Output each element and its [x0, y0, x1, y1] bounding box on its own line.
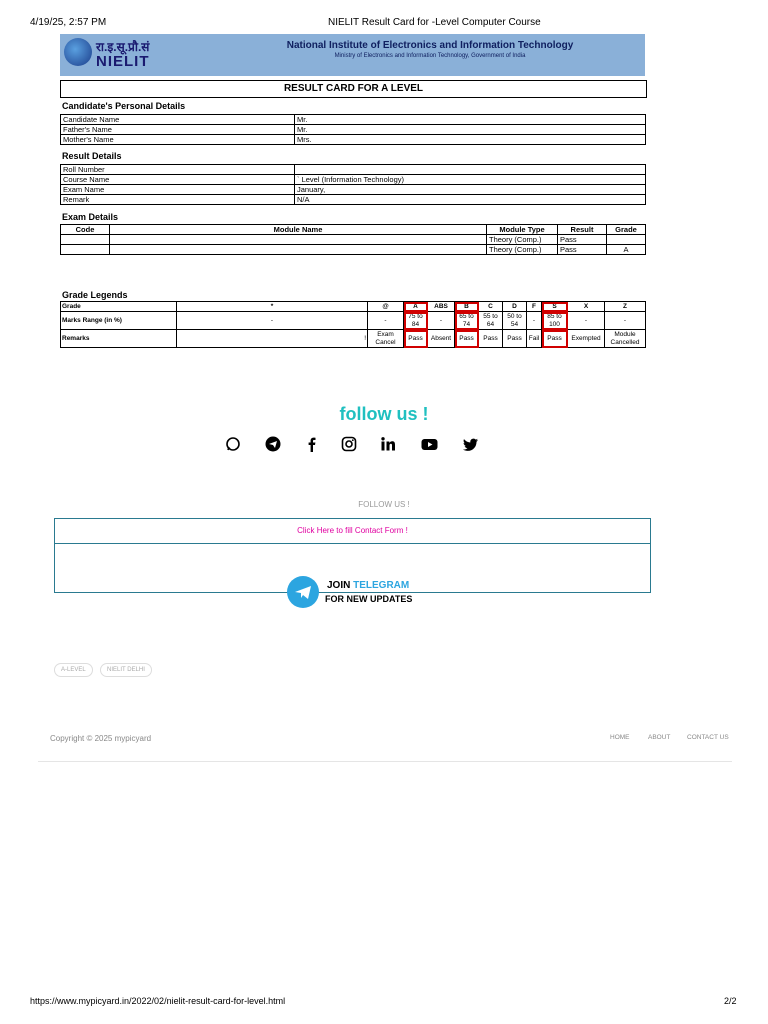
telegram-icon[interactable]: [265, 436, 281, 452]
remarks-row: [61, 330, 646, 348]
follow-us-small-heading: FOLLOW US !: [358, 500, 410, 509]
label-cell: Course Name: [61, 175, 295, 185]
table-row: [61, 165, 646, 175]
exam-details-heading: Exam Details: [62, 212, 119, 222]
print-title: NIELIT Result Card for -Level Computer Course: [328, 17, 541, 28]
telegram-icon: [287, 576, 319, 608]
nielit-logo-icon: [64, 38, 92, 66]
range-cell: -: [368, 312, 404, 330]
col-header-code: Code: [61, 225, 110, 235]
result-card-title: RESULT CARD FOR A LEVEL: [60, 80, 647, 98]
remark-cell: Exempted: [568, 330, 605, 348]
table-row: [61, 235, 646, 245]
col-header-module-name: Module Name: [110, 225, 487, 235]
tag-nielit-delhi[interactable]: NIELIT DELHI: [100, 663, 152, 677]
grade-cell: A: [607, 245, 646, 255]
grade-cell: B: [455, 302, 479, 312]
grade-cell: S: [542, 302, 568, 312]
telegram-join-banner[interactable]: [55, 544, 650, 604]
code-cell: [61, 245, 110, 255]
grade-cell: [607, 235, 646, 245]
row-label-marks: Marks Range (in %): [61, 312, 177, 330]
result-cell: Pass: [558, 245, 607, 255]
youtube-icon[interactable]: [421, 436, 437, 452]
range-cell: 50 to 54: [503, 312, 527, 330]
remark-cell: Pass: [542, 330, 568, 348]
range-cell: -: [568, 312, 605, 330]
result-details-heading: Result Details: [62, 151, 122, 161]
table-header-row: [61, 225, 646, 235]
grade-cell: ABS: [428, 302, 455, 312]
col-header-result: Result: [558, 225, 607, 235]
logo-hindi-text: रा.इ.सू.प्रौ.सं: [96, 40, 150, 54]
contact-form-link[interactable]: Click Here to fill Contact Form !: [55, 519, 650, 544]
value-cell: [295, 165, 646, 175]
grade-cell: @: [368, 302, 404, 312]
table-row: [61, 185, 646, 195]
remark-cell: Exam Cancel: [368, 330, 404, 348]
code-cell: [61, 235, 110, 245]
remark-cell: Pass: [404, 330, 428, 348]
new-updates-label: FOR NEW UPDATES: [325, 594, 413, 604]
table-row: [61, 245, 646, 255]
instagram-icon[interactable]: [341, 436, 357, 452]
range-cell: -: [527, 312, 542, 330]
grade-row: [61, 302, 646, 312]
grade-cell: F: [527, 302, 542, 312]
grade-cell: *: [177, 302, 368, 312]
institute-name: National Institute of Electronics and Information Technology: [286, 40, 574, 51]
value-cell: January,: [295, 185, 646, 195]
value-cell: Mr.: [295, 125, 646, 135]
nielit-banner: [60, 34, 645, 76]
follow-us-title: follow us !: [339, 404, 429, 424]
whatsapp-icon[interactable]: [225, 436, 241, 452]
module-cell: [110, 245, 487, 255]
remark-cell: Pass: [503, 330, 527, 348]
result-cell: Pass: [558, 235, 607, 245]
personal-details-table: [60, 114, 646, 145]
print-footer-page: 2/2: [724, 996, 737, 1006]
linkedin-icon[interactable]: [380, 436, 396, 452]
table-row: [61, 195, 646, 205]
range-cell: 75 to 84: [404, 312, 428, 330]
remark-cell: Module Cancelled: [605, 330, 646, 348]
footer-link-about[interactable]: ABOUT: [648, 734, 671, 741]
print-footer-url: https://www.mypicyard.in/2022/02/nielit-result-card-for-level.html: [30, 996, 286, 1006]
value-cell: Mrs.: [295, 135, 646, 145]
personal-details-heading: Candidate's Personal Details: [62, 101, 186, 111]
grade-cell: Z: [605, 302, 646, 312]
copyright-text: Copyright © 2025 mypicyard: [50, 734, 152, 743]
grade-cell: X: [568, 302, 605, 312]
grade-legends-heading: Grade Legends: [62, 290, 128, 300]
table-row: [61, 135, 646, 145]
join-telegram-label: [327, 580, 409, 591]
range-cell: 55 to 64: [479, 312, 503, 330]
remark-cell: Pass: [479, 330, 503, 348]
marks-range-row: [61, 312, 646, 330]
logo-text: NIELIT: [96, 53, 150, 70]
range-cell: 85 to 100: [542, 312, 568, 330]
label-cell: Mother's Name: [61, 135, 295, 145]
exam-details-table: [60, 224, 646, 255]
label-cell: Roll Number: [61, 165, 295, 175]
table-row: [61, 115, 646, 125]
grade-cell: A: [404, 302, 428, 312]
module-cell: [110, 235, 487, 245]
result-details-table: [60, 164, 646, 205]
facebook-icon[interactable]: [304, 436, 320, 452]
twitter-icon[interactable]: [463, 436, 479, 452]
grade-cell: D: [503, 302, 527, 312]
remark-cell: Pass: [455, 330, 479, 348]
type-cell: Theory (Comp.): [487, 245, 558, 255]
ministry-name: Ministry of Electronics and Information Technology, Government of India: [334, 53, 526, 59]
label-cell: Candidate Name: [61, 115, 295, 125]
label-cell: Father's Name: [61, 125, 295, 135]
value-cell: Mr.: [295, 115, 646, 125]
join-text: JOIN: [327, 580, 351, 591]
type-cell: Theory (Comp.): [487, 235, 558, 245]
tag-a-level[interactable]: A-LEVEL: [54, 663, 93, 677]
remark-cell: !: [177, 330, 368, 348]
label-cell: Remark: [61, 195, 295, 205]
row-label-grade: Grade: [61, 302, 177, 312]
range-cell: -: [177, 312, 368, 330]
remark-cell: Fail: [527, 330, 542, 348]
table-row: [61, 125, 646, 135]
label-cell: Exam Name: [61, 185, 295, 195]
footer-link-contact[interactable]: CONTACT US: [687, 734, 729, 741]
range-cell: -: [428, 312, 455, 330]
value-cell: N/A: [295, 195, 646, 205]
range-cell: -: [605, 312, 646, 330]
print-datetime: 4/19/25, 2:57 PM: [30, 17, 107, 28]
remark-cell: Absent: [428, 330, 455, 348]
contact-box: [54, 518, 651, 604]
value-cell: ` Level (Information Technology): [295, 175, 646, 185]
table-row: [61, 175, 646, 185]
grade-legends-table: [60, 301, 646, 348]
telegram-text: TELEGRAM: [353, 580, 410, 591]
footer-divider: [38, 761, 732, 762]
grade-cell: C: [479, 302, 503, 312]
range-cell: 65 to 74: [455, 312, 479, 330]
row-label-remarks: Remarks: [61, 330, 177, 348]
col-header-module-type: Module Type: [487, 225, 558, 235]
footer-link-home[interactable]: HOME: [610, 734, 630, 741]
col-header-grade: Grade: [607, 225, 646, 235]
